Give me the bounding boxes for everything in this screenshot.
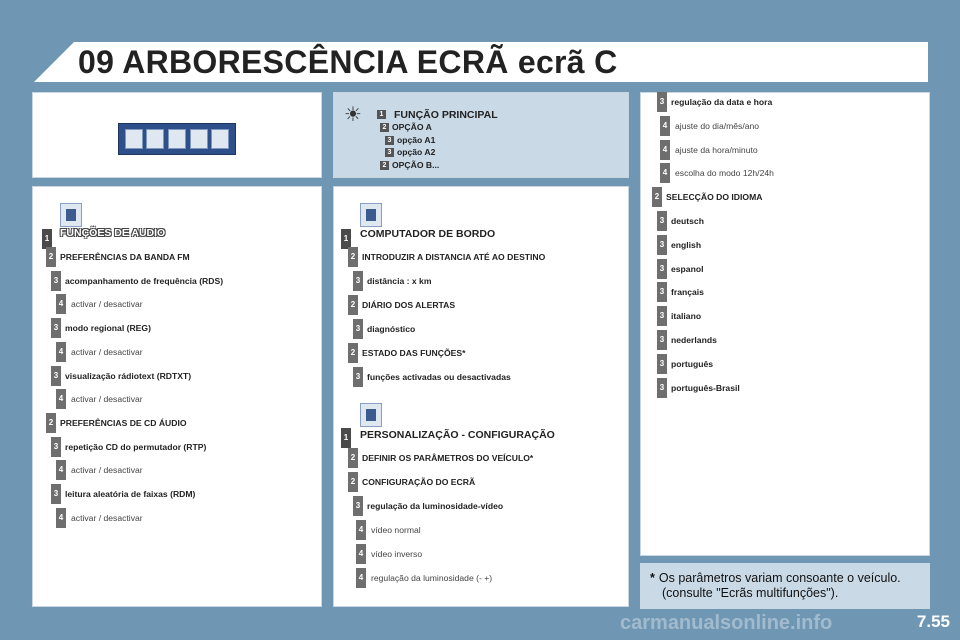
tree-item: ajuste do dia/mês/ano bbox=[675, 120, 760, 131]
level-badge: 3 bbox=[353, 496, 363, 516]
panel-right-column bbox=[640, 92, 930, 556]
footnote-line1: Os parâmetros variam consoante o veículo. bbox=[658, 571, 901, 585]
phone-icon bbox=[190, 129, 208, 149]
navigation-icon bbox=[211, 129, 229, 149]
level-badge: 4 bbox=[56, 460, 66, 480]
level-badge: 1 bbox=[377, 110, 386, 119]
level-badge: 3 bbox=[657, 354, 667, 374]
tree-item: activar / desactivar bbox=[71, 512, 143, 523]
level-badge: 3 bbox=[657, 306, 667, 326]
tree-item: acompanhamento de frequência (RDS) bbox=[65, 275, 224, 286]
level-badge: 4 bbox=[356, 544, 366, 564]
settings-icon bbox=[168, 129, 186, 149]
page-title: 09 ARBORESCÊNCIA ECRÃ ecrã C bbox=[78, 44, 618, 80]
level-badge: 2 bbox=[380, 161, 389, 170]
tree-item: français bbox=[671, 287, 704, 298]
level-badge: 3 bbox=[51, 437, 61, 457]
tree-item: ajuste da hora/minuto bbox=[675, 144, 758, 155]
level-badge: 3 bbox=[657, 330, 667, 350]
tree-item: português-Brasil bbox=[671, 382, 740, 393]
watermark: carmanualsonline.info bbox=[620, 612, 833, 634]
level-badge: 3 bbox=[657, 282, 667, 302]
level-badge: 2 bbox=[348, 247, 358, 267]
tree-item: english bbox=[671, 239, 702, 250]
level-badge: 4 bbox=[660, 116, 670, 136]
level-badge: 3 bbox=[51, 484, 61, 504]
tree-item: DEFINIR OS PARÂMETROS DO VEÍCULO* bbox=[362, 453, 534, 463]
panel-main-function bbox=[333, 92, 629, 178]
tree-item: distância : x km bbox=[367, 276, 432, 286]
tree-item: INTRODUZIR A DISTANCIA ATÉ AO DESTINO bbox=[362, 252, 546, 262]
tree-item: activar / desactivar bbox=[71, 394, 143, 405]
tree-item: regulação da luminosidade (- +) bbox=[371, 573, 493, 583]
tree-item: OPÇÃO A bbox=[392, 122, 432, 132]
tree-item: SELECÇÃO DO IDIOMA bbox=[666, 192, 763, 203]
level-badge: 3 bbox=[657, 259, 667, 279]
tree-item: escolha do modo 12h/24h bbox=[675, 168, 774, 179]
tree-item: activar / desactivar bbox=[71, 346, 143, 357]
tree-item: funções activadas ou desactivadas bbox=[367, 372, 511, 382]
level-badge: 3 bbox=[657, 235, 667, 255]
tree-item: visualização rádiotext (RDTXT) bbox=[65, 370, 192, 381]
tree-item: OPÇÃO B... bbox=[392, 159, 440, 170]
tree-item: DIÁRIO DOS ALERTAS bbox=[362, 300, 456, 310]
level-badge: 3 bbox=[657, 92, 667, 112]
level-badge: 3 bbox=[385, 148, 394, 157]
tree-item: regulação da luminosidade-vídeo bbox=[367, 501, 504, 511]
audio-section-icon bbox=[60, 203, 82, 227]
tree-item: CONFIGURAÇÃO DO ECRÃ bbox=[362, 477, 476, 487]
footnote-star: * bbox=[650, 571, 655, 585]
level-badge: 2 bbox=[348, 472, 358, 492]
tree-item: modo regional (REG) bbox=[65, 323, 151, 334]
personalisation-title: PERSONALIZAÇÃO - CONFIGURAÇÃO bbox=[360, 429, 555, 441]
trip-computer-title: COMPUTADOR DE BORDO bbox=[360, 228, 496, 240]
personalisation-icon bbox=[360, 403, 382, 427]
level-badge: 3 bbox=[353, 319, 363, 339]
page-number: 7.55 bbox=[916, 612, 950, 631]
level-badge: 3 bbox=[385, 136, 394, 145]
footnote bbox=[640, 563, 930, 609]
level-badge: 1 bbox=[42, 229, 52, 249]
tree-item: italiano bbox=[671, 311, 702, 322]
footnote-line2: (consulte "Ecrãs multifunções"). bbox=[662, 586, 839, 600]
tree-item: espanol bbox=[671, 263, 704, 274]
level-badge: 2 bbox=[46, 413, 56, 433]
level-badge: 3 bbox=[51, 271, 61, 291]
level-badge: 1 bbox=[341, 428, 351, 448]
level-badge: 2 bbox=[652, 187, 662, 207]
level-badge: 4 bbox=[56, 389, 66, 409]
level-badge: 4 bbox=[56, 508, 66, 528]
tree-item: nederlands bbox=[671, 335, 717, 345]
tree-item: ESTADO DAS FUNÇÕES* bbox=[362, 348, 466, 358]
computer-icon bbox=[146, 129, 164, 149]
tree-item: deutsch bbox=[671, 216, 704, 226]
level-badge: 4 bbox=[660, 163, 670, 183]
level-badge: 3 bbox=[353, 367, 363, 387]
tree-item: opção A1 bbox=[397, 134, 436, 145]
audio-title: FUNÇÕES DE AUDIO bbox=[60, 227, 166, 239]
tree-item: repetição CD do permutador (RTP) bbox=[65, 441, 207, 452]
level-badge: 4 bbox=[356, 568, 366, 588]
level-badge: 3 bbox=[657, 211, 667, 231]
tree-item: português bbox=[671, 358, 714, 369]
level-badge: 3 bbox=[353, 271, 363, 291]
tree-item: activar / desactivar bbox=[71, 299, 143, 310]
tree-item: diagnóstico bbox=[367, 324, 416, 334]
tree-item: activar / desactivar bbox=[71, 465, 143, 476]
panel-trip-personalisation bbox=[333, 186, 629, 607]
level-badge: 2 bbox=[348, 343, 358, 363]
tree-item: vídeo normal bbox=[371, 525, 421, 535]
level-badge: 4 bbox=[356, 520, 366, 540]
main-function-title: FUNÇÃO PRINCIPAL bbox=[394, 109, 498, 121]
level-badge: 4 bbox=[56, 342, 66, 362]
tree-item: leitura aleatória de faixas (RDM) bbox=[65, 489, 196, 499]
level-badge: 3 bbox=[51, 318, 61, 338]
level-badge: 3 bbox=[51, 366, 61, 386]
screen-icon-strip bbox=[118, 123, 236, 155]
level-badge: 3 bbox=[657, 378, 667, 398]
level-badge: 2 bbox=[46, 247, 56, 267]
tree-item: PREFERÊNCIAS DA BANDA FM bbox=[60, 252, 190, 262]
brightness-icon: ☀ bbox=[344, 104, 362, 126]
tree-item: opção A2 bbox=[397, 147, 436, 157]
level-badge: 2 bbox=[348, 295, 358, 315]
level-badge: 4 bbox=[660, 140, 670, 160]
level-badge: 2 bbox=[380, 123, 389, 132]
tree-item: vídeo inverso bbox=[371, 549, 423, 559]
level-badge: 1 bbox=[341, 229, 351, 249]
level-badge: 4 bbox=[56, 294, 66, 314]
tree-item: regulação da data e hora bbox=[671, 97, 773, 107]
audio-icon bbox=[125, 129, 143, 149]
tree-item: PREFERÊNCIAS DE CD ÁUDIO bbox=[60, 417, 187, 428]
level-badge: 2 bbox=[348, 448, 358, 468]
trip-computer-icon bbox=[360, 203, 382, 227]
